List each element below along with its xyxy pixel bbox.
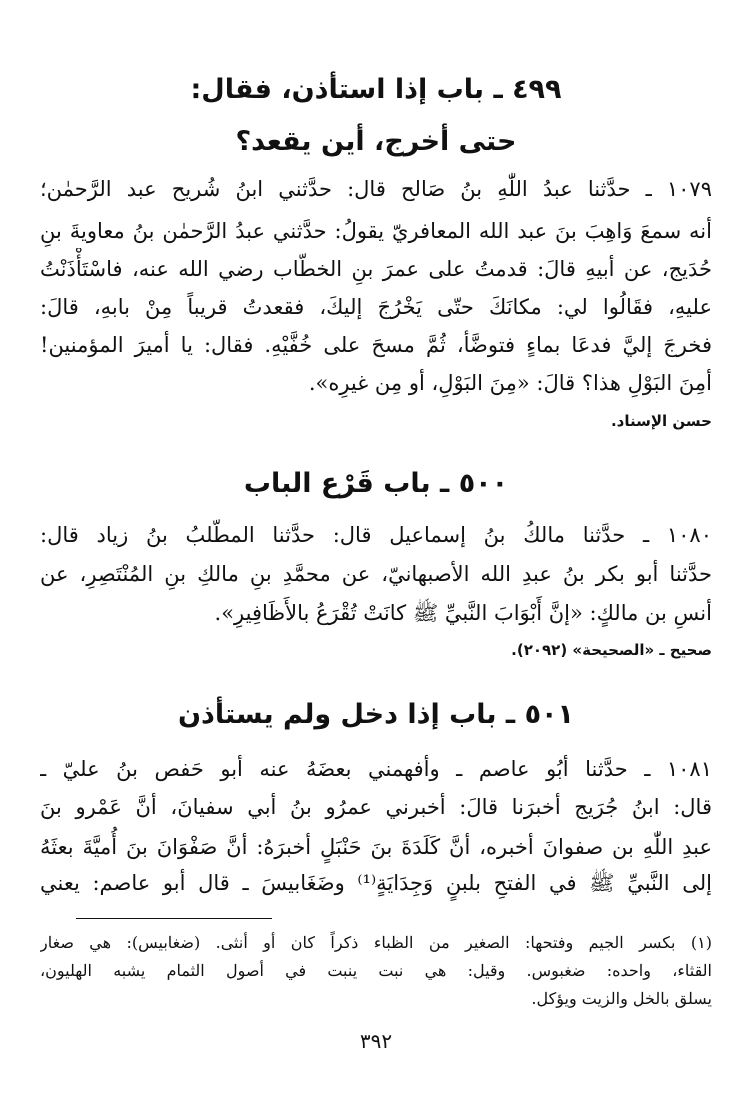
hadith-1081-line: إلى النَّبيِّ ﷺ في الفتحِ بلبنٍ وَجِدَايَةٍ⁽¹⁾ وضَغَابيسَ ـ قال أبو عاصم: يعني (40, 871, 712, 895)
chapter-heading-501: ٥٠١ ـ باب إذا دخل ولم يستأذن (177, 699, 575, 730)
book-page (40, 0, 712, 1098)
chapter-heading-500: ٥٠٠ ـ باب قَرْع الباب (243, 468, 509, 499)
hadith-1081-line: ١٠٨١ ـ حدَّثنا أبُو عاصم ـ وأفهمني بعضَهُ عنه أبو حَفص بنُ عليّ ـ (40, 757, 712, 781)
hadith-1081-line: عبدِ اللّٰهِ بن صفوانَ أخبره، أنَّ كَلَدَةَ بنَ حَنْبَلٍ أخبرَهُ: أنَّ صَفْوَانَ بنَ أُميَّةَ بعثَهُ (40, 835, 712, 859)
hadith-1079-line: فخرجَ إليَّ فدعَا بماءٍ فتوضَّأ، ثُمَّ مسحَ على خُفَّيْهِ. فقال: يا أميرَ المؤمنين! (40, 333, 712, 357)
hadith-1080-line: ١٠٨٠ ـ حدَّثنا مالكُ بنُ إسماعيل قال: حدَّثنا المطّلبُ بنُ زياد قال: (40, 523, 712, 547)
footnote-separator (76, 918, 272, 919)
chapter-heading-499-line2: حتى أخرج، أين يقعد؟ (235, 126, 517, 157)
hadith-1081-line: قال: ابنُ جُرَيج أخبرَنا قالَ: أخبرني عمرُو بنُ أبي سفيانَ، أنَّ عَمْرو بنَ (40, 795, 712, 819)
hadith-1079-line: أنه سمعَ وَاهِبَ بنَ عبد الله المعافريّ يقولُ: حدَّثني عبدُ الرَّحمٰن بنُ معاويةَ بنِ (40, 219, 712, 243)
chapter-heading-499-line1: ٤٩٩ ـ باب إذا استأذن، فقال: (190, 74, 562, 105)
footnote-line: يسلق بالخل والزيت ويؤكل. (531, 989, 712, 1008)
page-number: ٣٩٢ (359, 1029, 393, 1053)
hadith-1079-line: ١٠٧٩ ـ حدَّثنا عبدُ اللّٰهِ بنُ صَالح قال: حدَّثني ابنُ شُريح عبد الرَّحمٰن؛ (40, 177, 712, 201)
footnote-line: القثاء، واحده: ضغبوس. وقيل: هي نبت ينبت في أصول الثمام يشبه الهليون، (40, 961, 712, 980)
hadith-1079-line: أمِنَ البَوْلِ هذا؟ قالَ: «مِنَ البَوْلِ، أو مِن غيرِه». (308, 371, 712, 395)
hadith-1080-line: أنسِ بن مالكٍ: «إنَّ أَبْوَابَ النَّبيِّ ﷺ كانَتْ تُقْرَعُ بالأَظَافِيرِ». (214, 601, 712, 625)
hadith-1079-line: عليهِ، فقَالُوا لي: مكانَكَ حتّى يَخْرُجَ إليكَ، فقعدتُ قريباً مِنْ بابهِ، قالَ: (40, 295, 712, 319)
footnote-line: (١) بكسر الجيم وفتحها: الصغير من الظباء ذكراً كان أو أنثى. (ضغابيس): هي صغار (40, 933, 712, 952)
hadith-1079-grade: حسن الإسناد. (610, 412, 712, 430)
hadith-1080-line: حدَّثنا أبو بكر بنُ عبدِ الله الأصبهانيّ، عن محمَّدِ بنِ مالكِ بنِ المُنْتَصِرِ، عن (40, 562, 712, 586)
hadith-1079-line: حُدَيج، عن أبيهِ قالَ: قدمتُ على عمرَ بنِ الخطّاب رضي الله عنه، فاسْتَأْذَنْتُ (40, 257, 712, 281)
hadith-1080-grade: صحيح ـ «الصحيحة» (٢٠٩٢). (511, 641, 712, 659)
